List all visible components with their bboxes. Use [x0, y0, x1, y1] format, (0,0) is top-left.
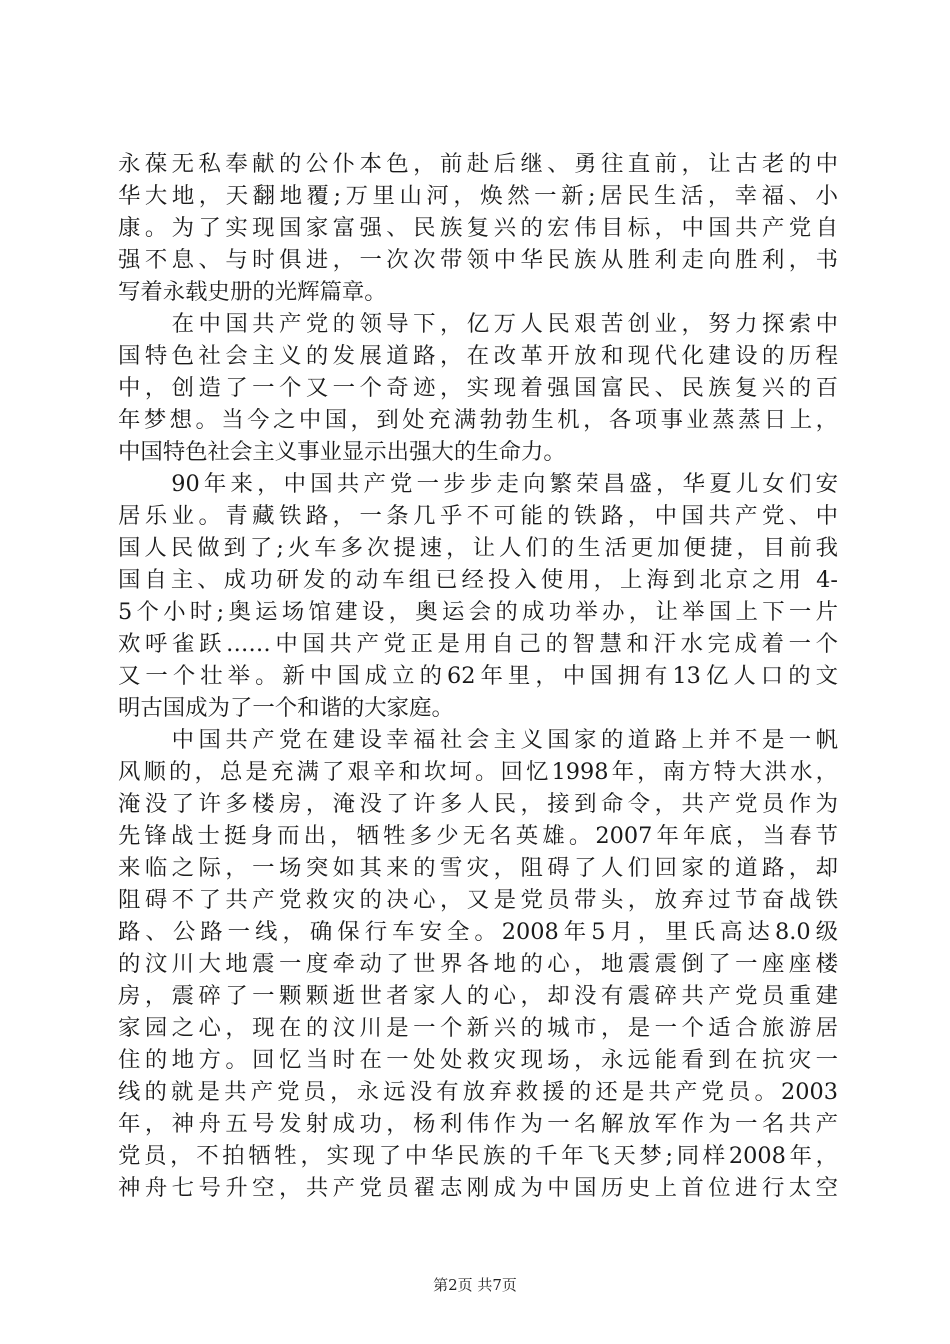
- text-line: 风顺的，总是充满了艰辛和坎坷。回忆1998年，南方特大洪水，: [118, 759, 838, 785]
- text-line: 5个小时;奥运场馆建设，奥运会的成功举办，让举国上下一片: [118, 599, 838, 625]
- text-line: 中国特色社会主义事业显示出强大的生命力。: [118, 439, 566, 465]
- text-line: 强不息、与时俱进，一次次带领中华民族从胜利走向胜利，书: [118, 247, 838, 273]
- text-line: 国特色社会主义的发展道路，在改革开放和现代化建设的历程: [118, 343, 838, 369]
- text-line: 党员，不拍牺牲，实现了中华民族的千年飞天梦;同样2008年，: [118, 1143, 838, 1169]
- text-line: 写着永载史册的光辉篇章。: [118, 279, 387, 305]
- text-line: 家园之心，现在的汶川是一个新兴的城市，是一个适合旅游居: [118, 1015, 838, 1041]
- text-line: 中国共产党在建设幸福社会主义国家的道路上并不是一帆: [118, 727, 838, 753]
- text-line: 又一个壮举。新中国成立的62年里，中国拥有13亿人口的文: [118, 663, 838, 689]
- text-line: 明古国成为了一个和谐的大家庭。: [118, 695, 454, 721]
- text-line: 康。为了实现国家富强、民族复兴的宏伟目标，中国共产党自: [118, 215, 838, 241]
- text-line: 来临之际，一场突如其来的雪灾，阻碍了人们回家的道路，却: [118, 855, 838, 881]
- text-line: 神舟七号升空，共产党员翟志刚成为中国历史上首位进行太空: [118, 1175, 838, 1201]
- text-line: 年梦想。当今之中国，到处充满勃勃生机，各项事业蒸蒸日上，: [118, 407, 838, 433]
- text-line: 的汶川大地震一度牵动了世界各地的心，地震震倒了一座座楼: [118, 951, 838, 977]
- text-line: 90年来，中国共产党一步步走向繁荣昌盛，华夏儿女们安: [118, 471, 838, 497]
- text-line: 先锋战士挺身而出，牺牲多少无名英雄。2007年年底，当春节: [118, 823, 838, 849]
- text-line: 居乐业。青藏铁路，一条几乎不可能的铁路，中国共产党、中: [118, 503, 838, 529]
- text-line: 路、公路一线，确保行车安全。2008年5月，里氏高达8.0级: [118, 919, 838, 945]
- text-line: 房，震碎了一颗颗逝世者家人的心，却没有震碎共产党员重建: [118, 983, 838, 1009]
- page-number: 第2页 共7页: [433, 1276, 517, 1294]
- text-line: 永葆无私奉献的公仆本色，前赴后继、勇往直前，让古老的中: [118, 151, 838, 177]
- text-line: 阻碍不了共产党救灾的决心，又是党员带头，放弃过节奋战铁: [118, 887, 838, 913]
- text-line: 线的就是共产党员，永远没有放弃救援的还是共产党员。2003: [118, 1079, 838, 1105]
- document-body: [118, 148, 838, 1204]
- page-footer: [0, 1274, 950, 1295]
- text-line: 住的地方。回忆当时在一处处救灾现场，永远能看到在抗灾一: [118, 1047, 838, 1073]
- text-line: 国人民做到了;火车多次提速，让人们的生活更加便捷，目前我: [118, 535, 838, 561]
- text-line: 年，神舟五号发射成功，杨利伟作为一名解放军作为一名共产: [118, 1111, 838, 1137]
- text-line: 中，创造了一个又一个奇迹，实现着强国富民、民族复兴的百: [118, 375, 838, 401]
- text-line: 欢呼雀跃……中国共产党正是用自己的智慧和汗水完成着一个: [118, 631, 838, 657]
- text-line: 在中国共产党的领导下，亿万人民艰苦创业，努力探索中: [118, 311, 838, 337]
- text-line: 淹没了许多楼房，淹没了许多人民，接到命令，共产党员作为: [118, 791, 838, 817]
- text-line: 华大地，天翻地覆;万里山河，焕然一新;居民生活，幸福、小: [118, 183, 838, 209]
- text-line: 国自主、成功研发的动车组已经投入使用，上海到北京之用 4-: [118, 567, 838, 593]
